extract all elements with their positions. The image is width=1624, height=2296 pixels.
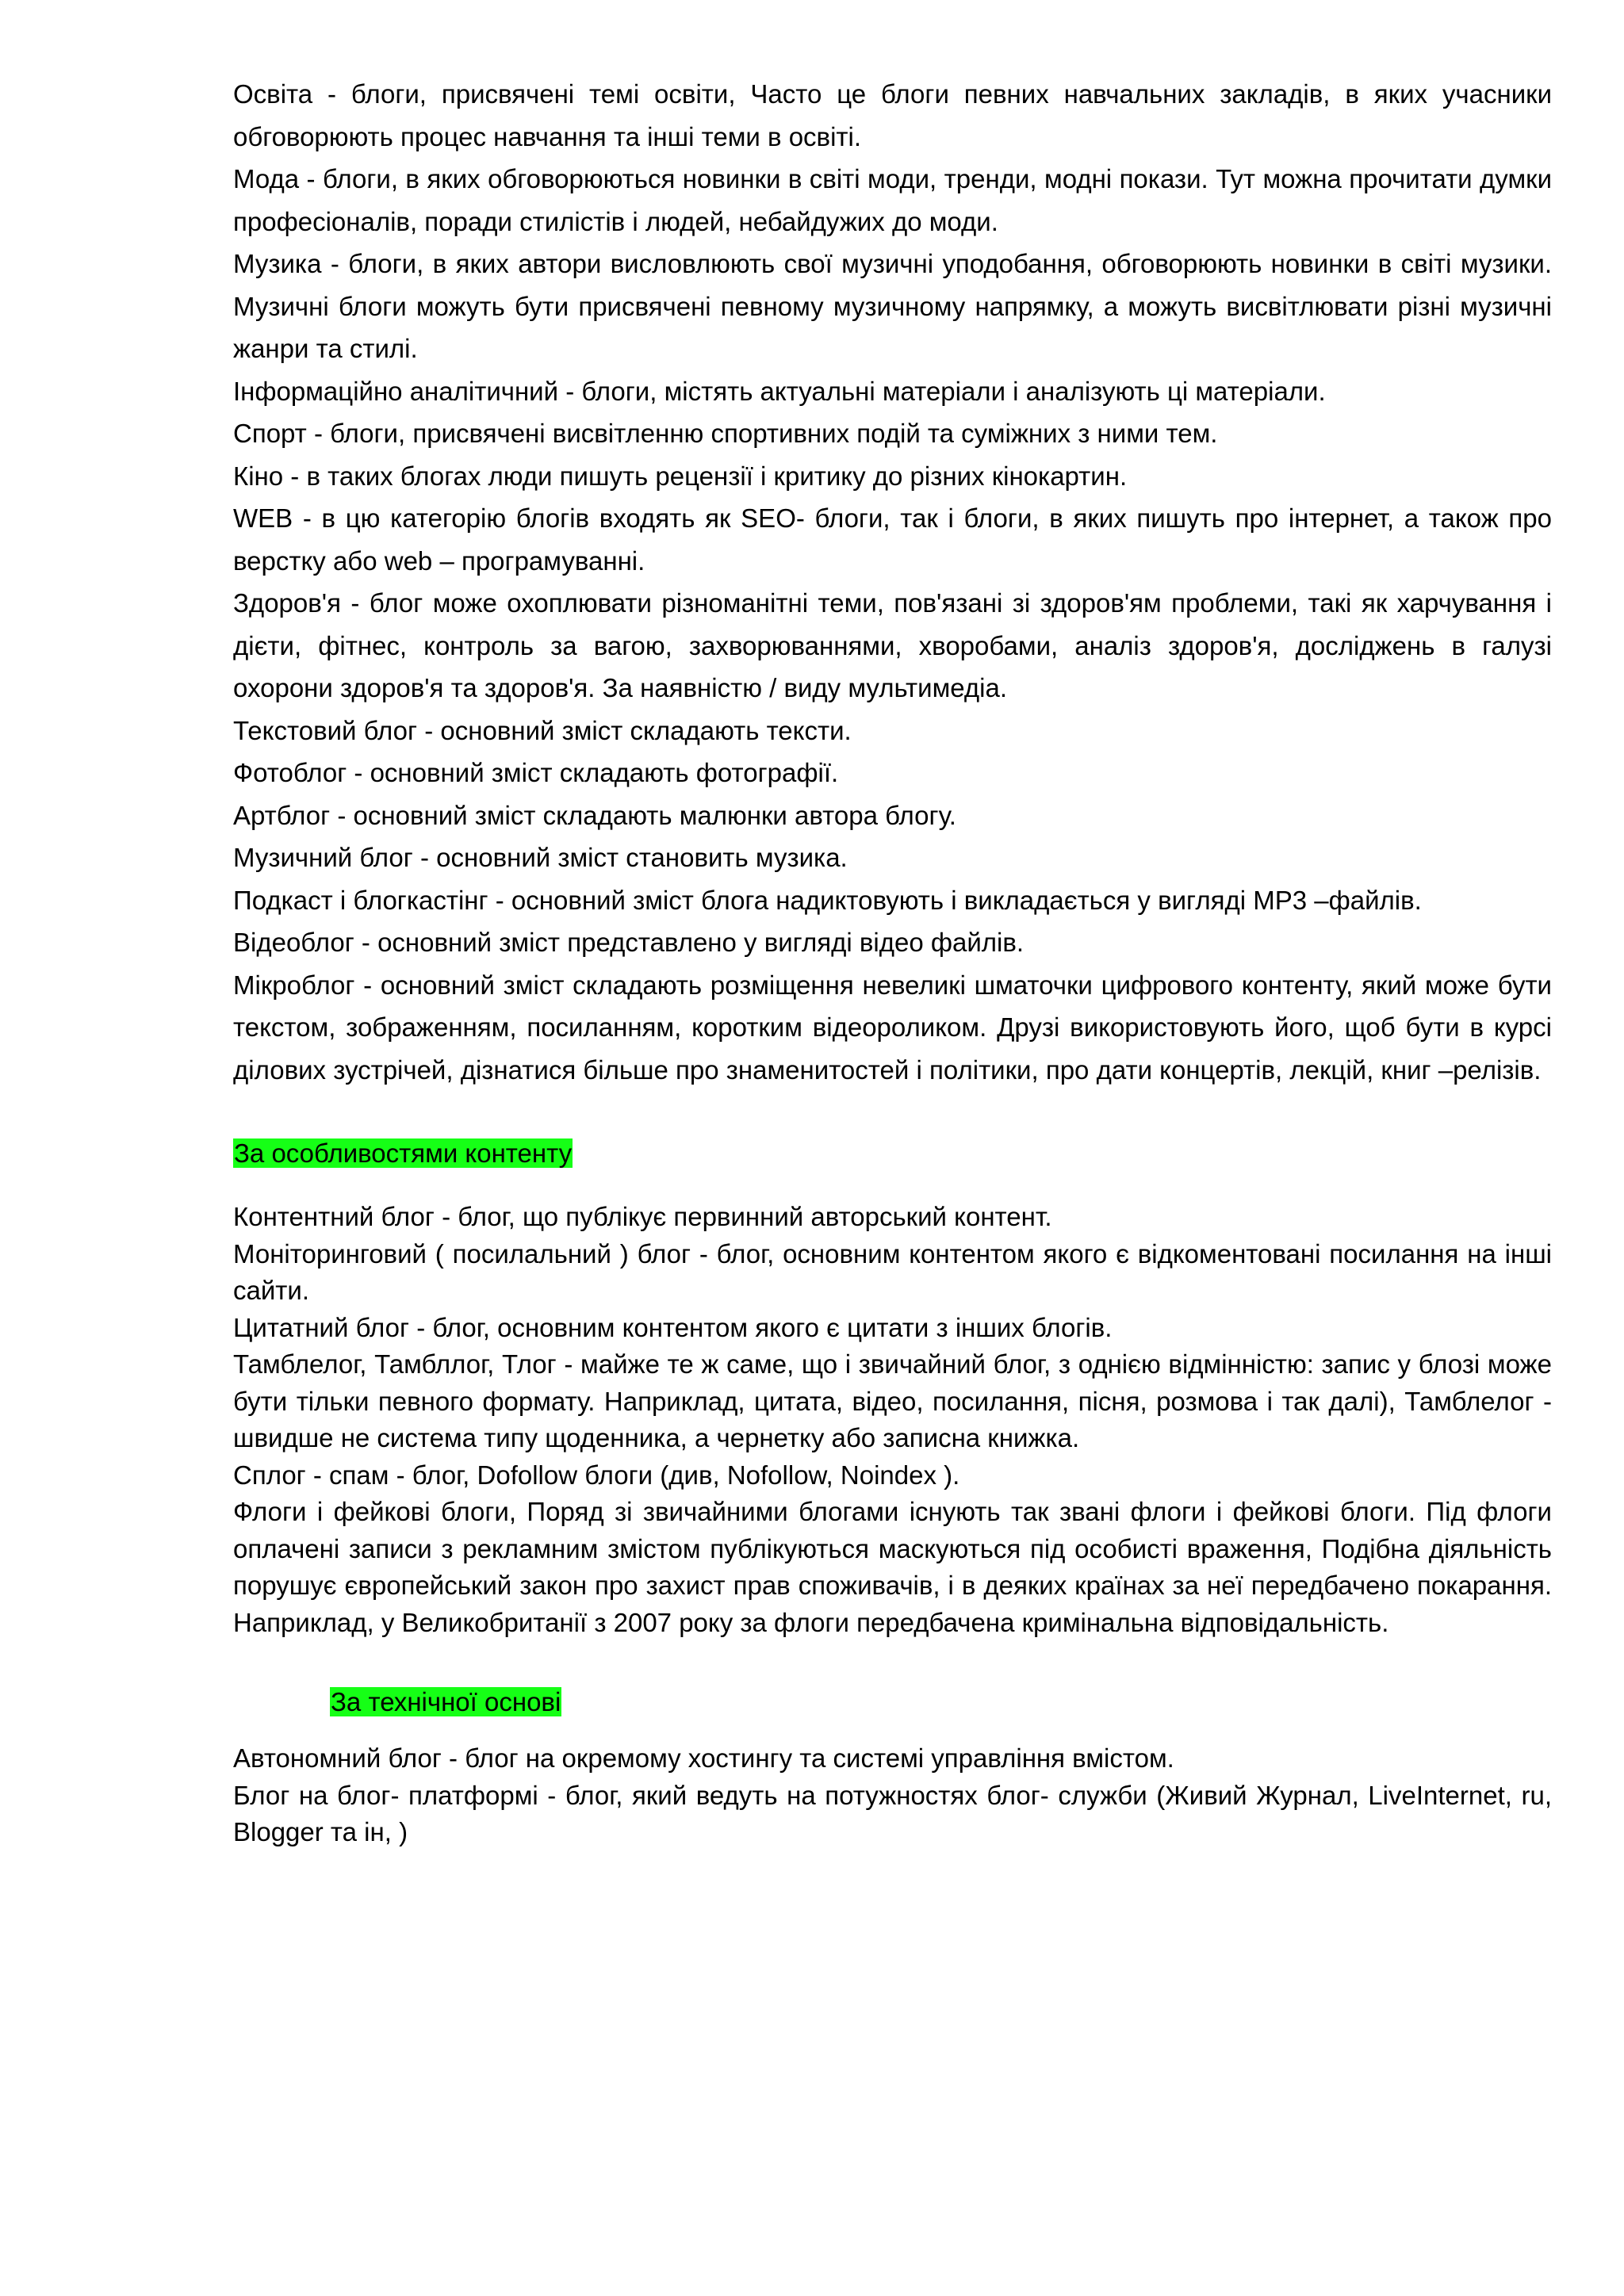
paragraph-artblog: Артблог - основний зміст складають малюнки автора блогу. bbox=[233, 800, 956, 830]
paragraph-content-blog: Контентний блог - блог, що публікує первинний авторський контент. bbox=[233, 1202, 1052, 1231]
heading-technical-basis bbox=[330, 1681, 561, 1723]
highlighted-heading: За особливостями контенту bbox=[234, 1138, 573, 1168]
highlighted-heading: За технічної основі bbox=[331, 1687, 561, 1716]
paragraph-monitoring-blog: Моніторинговий ( посилальний ) блог - блог, основним контентом якого є відкоментовані посилання на інші сайти. bbox=[233, 1238, 1552, 1305]
paragraph-videoblog: Відеоблог - основний зміст представлено у вигляді відео файлів. bbox=[233, 928, 1025, 957]
paragraph-web: WEB - в цю категорію блогів входять як SEO- блоги, так і блоги, в яких пишуть про інтернет, а також про верстку або web – програмуванні. bbox=[233, 503, 1552, 576]
paragraph-health: Здоров'я - блог може охоплювати різноманітні теми, пов'язані зі здоров'ям проблеми, такі як харчування і дієти, фітнес, контроль за вагою, захворюваннями, хворобами, аналіз здоров'я, досліджень в галузі охорони здоров'я та здоров'я. За наявністю / виду мультимедіа. bbox=[233, 588, 1552, 702]
paragraph-microblog: Мікроблог - основний зміст складають розміщення невеликі шматочки цифрового контенту, який може бути текстом, зображенням, посиланням, коротким відеороликом. Друзі використовують його, щоб бути в курсі ділових зустрічей, дізнатися більше про знаменитостей і політики, про дати концертів, лекцій, книг –релізів. bbox=[233, 970, 1552, 1085]
paragraph-text-blog: Текстовий блог - основний зміст складають тексти. bbox=[233, 715, 852, 745]
heading-content-features bbox=[233, 1132, 573, 1174]
paragraph-education: Освіта - блоги, присвячені темі освіти, Часто це блоги певних навчальних закладів, в яких учасники обговорюють процес навчання та інші теми в освіті. bbox=[233, 79, 1552, 151]
content-types-section bbox=[233, 1199, 1552, 1641]
paragraph-fashion: Мода - блоги, в яких обговорюються новинки в світі моди, тренди, модні покази. Тут можна прочитати думки професіоналів, поради стилістів і людей, небайдужих до моди. bbox=[233, 164, 1552, 236]
paragraph-flogs: Флоги і фейкові блоги, Поряд зі звичайними блогами існують так звані флоги і фейкові блоги. Під флоги оплачені записи з рекламним змістом публікуються маскуються під особисті враження, Подібна діяльність порушує європейський закон про захист прав споживачів, і в деяких країнах за неї передбачено покарання. Наприклад, у Великобританії з 2007 року за флоги передбачена кримінальна відповідальність. bbox=[233, 1497, 1552, 1637]
paragraph-splog: Сплог - спам - блог, Dofollow блоги (див, Nofollow, Noindex ). bbox=[233, 1460, 960, 1490]
blog-topics-section bbox=[233, 73, 1552, 1091]
paragraph-platform-blog: Блог на блог- платформі - блог, який ведуть на потужностях блог- служби (Живий Журнал, LiveInternet, ru, Blogger та ін, ) bbox=[233, 1780, 1552, 1846]
paragraph-cinema: Кіно - в таких блогах люди пишуть рецензії і критику до різних кінокартин. bbox=[233, 461, 1128, 491]
paragraph-photoblog: Фотоблог - основний зміст складають фотографії. bbox=[233, 758, 839, 787]
paragraph-tumblelog: Тамблелог, Тамбллог, Тлог - майже те ж саме, що і звичайний блог, з однією відмінністю: запис у блозі може бути тільки певного формату. Наприклад, цитата, відео, посилання, пісня, розмова і так далі), Тамблелог - швидше не система типу щоденника, а чернетку або записна книжка. bbox=[233, 1349, 1552, 1452]
paragraph-music-blog: Музичний блог - основний зміст становить музика. bbox=[233, 843, 848, 872]
technical-types-section bbox=[233, 1740, 1552, 1851]
paragraph-analytics: Інформаційно аналітичний - блоги, містять актуальні матеріали і аналізують ці матеріали. bbox=[233, 376, 1326, 406]
paragraph-sport: Спорт - блоги, присвячені висвітленню спортивних подій та суміжних з ними тем. bbox=[233, 419, 1218, 448]
paragraph-podcast: Подкаст і блогкастінг - основний зміст блога надиктовують і викладається у вигляді MP3 –файлів. bbox=[233, 885, 1422, 915]
paragraph-quote-blog: Цитатний блог - блог, основним контентом якого є цитати з інших блогів. bbox=[233, 1312, 1113, 1342]
paragraph-standalone-blog: Автономний блог - блог на окремому хостингу та системі управління вмістом. bbox=[233, 1743, 1174, 1773]
paragraph-music: Музика - блоги, в яких автори висловлюють свої музичні уподобання, обговорюють новинки в світі музики. Музичні блоги можуть бути присвячені певному музичному напрямку, а можуть висвітлювати різні музичні жанри та стилі. bbox=[233, 249, 1552, 363]
